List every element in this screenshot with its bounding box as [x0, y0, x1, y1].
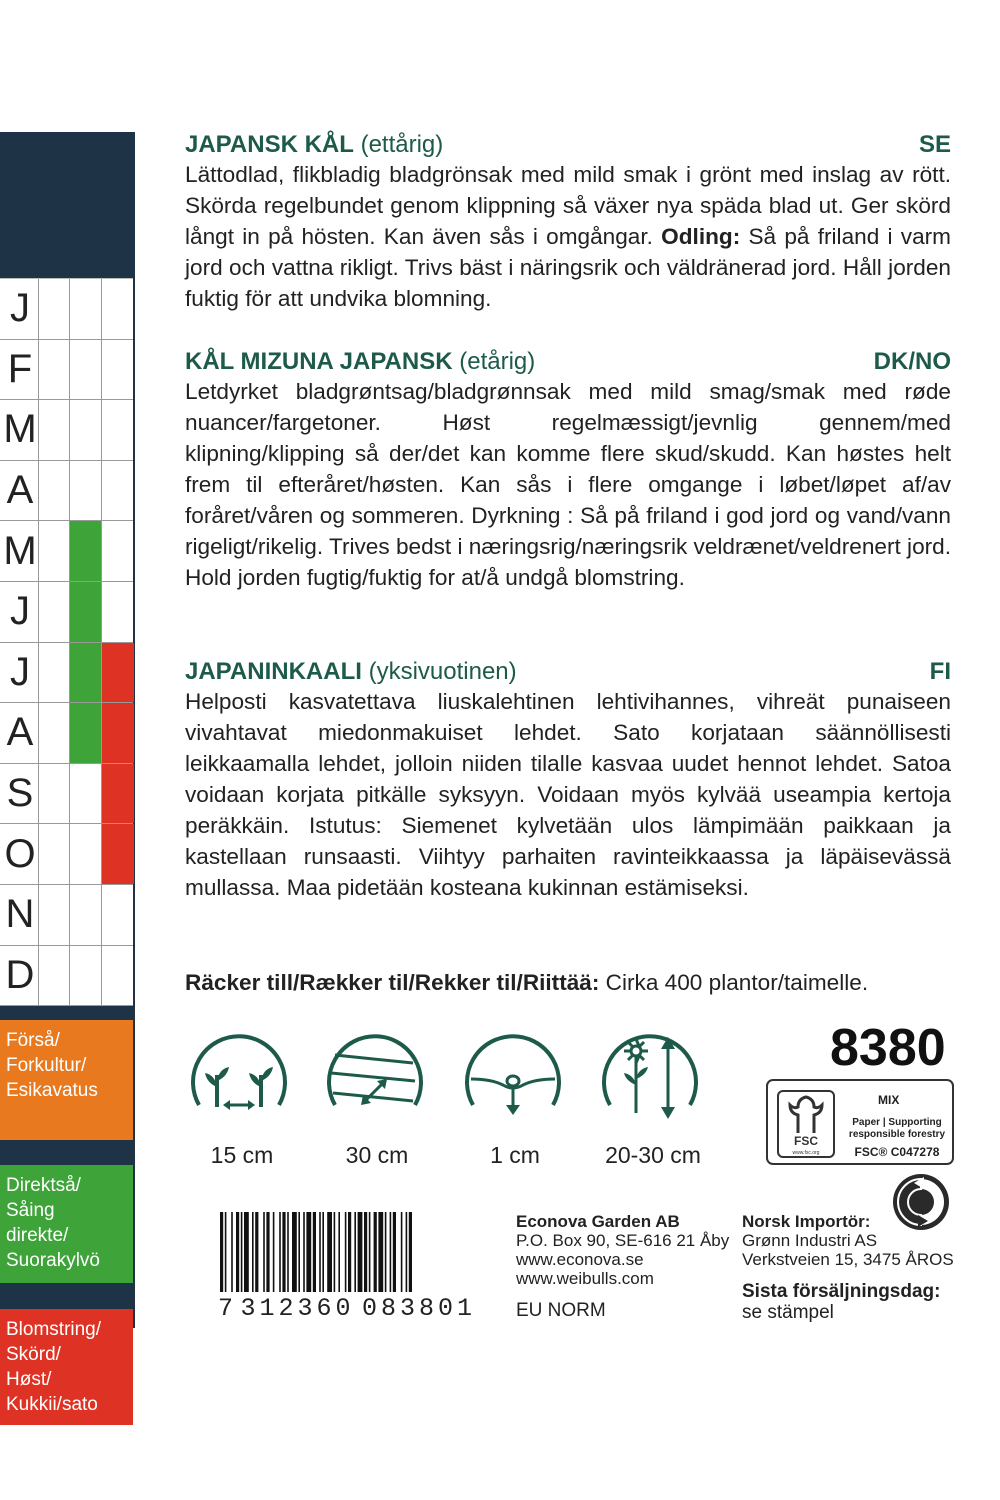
month-row	[0, 582, 133, 643]
section-title: KÅL MIZUNA JAPANSK	[185, 348, 453, 375]
barcode-bar	[255, 1212, 258, 1292]
direct-sow-cell	[69, 582, 101, 642]
section-subtitle: (etårig)	[459, 348, 536, 375]
indoor-cell	[38, 824, 69, 884]
barcode-bar	[252, 1212, 254, 1292]
last-sale-date	[742, 1281, 940, 1323]
month-row	[0, 461, 133, 522]
month-row	[0, 643, 133, 704]
barcode-bar	[358, 1212, 363, 1292]
direct-sow-cell	[69, 703, 101, 763]
barcode-number	[218, 1294, 476, 1323]
section-subtitle: (ettårig)	[360, 131, 444, 158]
section-body	[185, 376, 951, 593]
legend-text: Förså/	[6, 1030, 60, 1051]
legend-text: Blomstring/	[6, 1319, 102, 1340]
month-label: D	[5, 952, 35, 997]
harvest-cell	[101, 824, 134, 884]
barcode-bar	[406, 1212, 408, 1292]
indoor-cell	[38, 400, 69, 460]
barcode-bar	[241, 1212, 243, 1292]
section-header	[185, 348, 951, 376]
barcode-bar	[322, 1212, 324, 1292]
barcode-digit-group: 312360	[240, 1294, 355, 1323]
barcode-bar	[401, 1212, 403, 1292]
sowing-calendar	[0, 132, 135, 1415]
indoor-cell	[38, 279, 69, 339]
barcode-bar	[393, 1212, 396, 1292]
harvest-cell	[101, 340, 134, 400]
legend-text: Suorakylvö	[6, 1250, 100, 1271]
importer-label: Norsk Importör:	[742, 1212, 871, 1231]
company-website: www.weibulls.com	[516, 1269, 654, 1288]
barcode-bar	[303, 1212, 305, 1292]
direct-sow-cell	[69, 885, 101, 945]
barcode-bar	[292, 1212, 297, 1292]
direct-sow-cell	[69, 946, 101, 1006]
barcode-bar	[244, 1212, 249, 1292]
indoor-cell	[38, 885, 69, 945]
section-header	[185, 658, 951, 686]
barcode-bar	[306, 1212, 311, 1292]
yield-label: Räcker till/Rækker til/Rekker til/Riittää:	[185, 970, 600, 995]
month-row	[0, 703, 133, 764]
section-subtitle: (yksivuotinen)	[368, 658, 517, 685]
article-number: 8380	[830, 1019, 946, 1077]
sowing-depth-icon	[461, 1025, 565, 1129]
month-label: F	[7, 346, 33, 391]
body-text: Lättodlad, flikbladig bladgrönsak med mild smak i grönt med inslag av rött. Skörda regelbundet genom klippning så växer nya späda blad ut. Ger skörd långt in på hösten. Kan även sås i omgångar.	[185, 162, 951, 249]
month-label: J	[10, 589, 30, 634]
barcode-bar	[354, 1212, 356, 1292]
harvest-cell	[101, 521, 134, 581]
eu-norm: EU NORM	[516, 1300, 606, 1321]
company-address: P.O. Box 90, SE-616 21 Åby	[516, 1231, 730, 1250]
barcode-bar	[313, 1212, 316, 1292]
direct-sow-cell	[69, 521, 101, 581]
barcode-bar	[345, 1212, 347, 1292]
language-code: DK/NO	[873, 348, 951, 375]
barcode-bar	[266, 1212, 269, 1292]
direct-sow-cell	[69, 461, 101, 521]
fsc-claim-line: responsible forestry	[848, 1129, 946, 1140]
barcode-bar	[287, 1212, 289, 1292]
plant-height-label: 20-30 cm	[605, 1142, 701, 1168]
month-label: M	[3, 528, 37, 573]
last-sale-value: se stämpel	[742, 1302, 834, 1323]
direct-sow-cell	[69, 764, 101, 824]
body-text: Helposti kasvatettava liuskalehtinen lehtivihannes, vihreät punaiseen vivahtavat miedonmakuiset lehdet. Sato korjataan säännöllisesti leikkaamalla lehdet, jolloin niiden tilalle kasvaa uudet hennot lehdet. Satoa voidaan korjata pitkälle syksyyn. Voidaan myös kylvää useampia kertoja peräkkäin. Istutus: Siemenet kylvetään ulos lämpimään paikkaan ja kastellaan runsaasti. Viihtyy parhaiten ravinteikkaassa ja läpäisevässä mullassa. Maa pidetään kosteana kukinnan estämiseksi.	[185, 689, 951, 900]
month-label: A	[6, 468, 34, 513]
row-spacing-icon	[323, 1025, 427, 1129]
sowing-depth-label: 1 cm	[490, 1142, 540, 1168]
month-row	[0, 340, 133, 401]
barcode-bar	[390, 1212, 392, 1292]
legend-harvest	[0, 1309, 133, 1425]
barcode-bar	[338, 1212, 340, 1292]
direct-sow-cell	[69, 643, 101, 703]
barcode-bar	[348, 1212, 351, 1292]
barcode-bar	[364, 1212, 367, 1292]
indoor-cell	[38, 764, 69, 824]
indoor-cell	[38, 582, 69, 642]
month-label: O	[4, 831, 36, 876]
fsc-logo-text: FSC	[794, 1134, 818, 1148]
barcode-bar	[327, 1212, 332, 1292]
indoor-cell	[38, 521, 69, 581]
last-sale-label: Sista försäljningsdag:	[742, 1281, 941, 1302]
language-code: FI	[929, 658, 951, 685]
barcode-bar	[225, 1212, 227, 1292]
harvest-cell	[101, 461, 134, 521]
body-text: Letdyrket bladgrøntsag/bladgrønnsak med mild smag/smak med røde nuancer/fargetoner. Høst regelmæssigt/jevnlig gennem/med klipning/klipping så der/det kan komme flere skud/skudd. Kan høstes helt frem til efteråret/høsten. Kan sås i flere omgange i løbet/løpet af/av foråret/våren og sommeren. Dyrkning : Så på friland i god jord og vand/vann rigeligt/rikelig. Trives bedst i næringsrig/næringsrik veldrænet/veldrenert jord. Hold jorden fugtig/fuktig for at/å undgå blomstring.	[185, 379, 951, 590]
description-se	[185, 131, 951, 314]
barcode-bars	[218, 1212, 476, 1292]
barcode-bar	[298, 1212, 300, 1292]
indoor-cell	[38, 461, 69, 521]
legend-text: Skörd/	[6, 1344, 61, 1365]
section-header	[185, 131, 951, 159]
harvest-cell	[101, 946, 134, 1006]
section-body	[185, 159, 951, 314]
harvest-cell	[101, 400, 134, 460]
fsc-claim-line: Paper | Supporting	[852, 1117, 942, 1128]
fsc-mix: MIX	[878, 1093, 900, 1107]
body-bold: Odling:	[661, 224, 741, 249]
barcode-bar	[409, 1212, 412, 1292]
body-text: Så på friland i varm jord och vattna rikligt. Trivs bäst i näringsrik och väldränerad jord. Håll jorden fuktig för att undvika blomning.	[185, 224, 951, 311]
month-grid	[0, 278, 133, 1006]
barcode	[218, 1212, 476, 1322]
legend-text: Kukkii/sato	[6, 1394, 98, 1415]
fsc-site-text: www.fsc.org	[792, 1150, 820, 1156]
barcode-bar	[334, 1212, 336, 1292]
harvest-cell	[101, 643, 134, 703]
legend-direct-sowing	[0, 1165, 133, 1283]
barcode-bar	[279, 1212, 281, 1292]
barcode-bar	[263, 1212, 265, 1292]
importer-address: Verkstveien 15, 3475 ÅROS	[742, 1250, 954, 1269]
plant-spacing-icon	[187, 1025, 291, 1129]
harvest-cell	[101, 885, 134, 945]
language-code: SE	[918, 131, 951, 158]
importer-info	[742, 1212, 954, 1269]
description-dk-no	[185, 348, 951, 593]
fsc-tree-icon	[776, 1089, 836, 1159]
importer-name: Grønn Industri AS	[742, 1231, 878, 1250]
barcode-bar	[369, 1212, 371, 1292]
legend-indoor-sowing	[0, 1020, 133, 1140]
fsc-claim	[842, 1117, 952, 1141]
month-row	[0, 824, 133, 885]
fsc-license: FSC® C047278	[854, 1145, 940, 1159]
month-label: J	[10, 649, 30, 694]
barcode-digit-group: 7	[218, 1294, 234, 1323]
barcode-bar	[378, 1212, 383, 1292]
harvest-cell	[101, 703, 134, 763]
indoor-cell	[38, 946, 69, 1006]
barcode-bar	[319, 1212, 321, 1292]
month-label: N	[5, 892, 35, 937]
month-label: A	[6, 710, 34, 755]
fsc-label	[766, 1079, 954, 1165]
month-row	[0, 885, 133, 946]
direct-sow-cell	[69, 400, 101, 460]
section-body	[185, 686, 951, 903]
direct-sow-cell	[69, 279, 101, 339]
legend-text: Esikavatus	[6, 1080, 98, 1101]
section-title: JAPANINKAALI	[185, 658, 362, 685]
barcode-bar	[236, 1212, 239, 1292]
indoor-cell	[38, 703, 69, 763]
legend-text: Forkultur/	[6, 1055, 87, 1076]
legend-text: Såing	[6, 1200, 55, 1221]
plant-spacing-label: 15 cm	[210, 1142, 274, 1168]
barcode-bar	[231, 1212, 233, 1292]
direct-sow-cell	[69, 340, 101, 400]
yield-line	[185, 968, 951, 998]
company-name: Econova Garden AB	[516, 1212, 680, 1231]
harvest-cell	[101, 764, 134, 824]
company-website: www.econova.se	[516, 1250, 644, 1269]
row-spacing-label: 30 cm	[345, 1142, 409, 1168]
month-row	[0, 764, 133, 825]
direct-sow-cell	[69, 824, 101, 884]
month-label: J	[10, 286, 30, 331]
yield-value: Cirka 400 plantor/taimelle.	[599, 970, 869, 995]
month-row	[0, 946, 133, 1007]
legend-text: Direktså/	[6, 1175, 81, 1196]
plant-height-icon	[598, 1025, 702, 1129]
section-title: JAPANSK KÅL	[185, 131, 354, 158]
description-fi	[185, 658, 951, 903]
barcode-digit-group: 083801	[361, 1294, 476, 1323]
harvest-cell	[101, 279, 134, 339]
legend-text: Høst/	[6, 1369, 52, 1390]
month-row	[0, 521, 133, 582]
company-info	[516, 1212, 729, 1288]
month-label: M	[3, 407, 37, 452]
barcode-bar	[273, 1212, 275, 1292]
indoor-cell	[38, 643, 69, 703]
barcode-bar	[385, 1212, 387, 1292]
month-row	[0, 400, 133, 461]
indoor-cell	[38, 340, 69, 400]
barcode-bar	[220, 1212, 223, 1292]
month-label: S	[6, 771, 34, 816]
legend-text: direkte/	[6, 1225, 69, 1246]
barcode-bar	[282, 1212, 285, 1292]
month-row	[0, 279, 133, 340]
barcode-bar	[374, 1212, 377, 1292]
harvest-cell	[101, 582, 134, 642]
